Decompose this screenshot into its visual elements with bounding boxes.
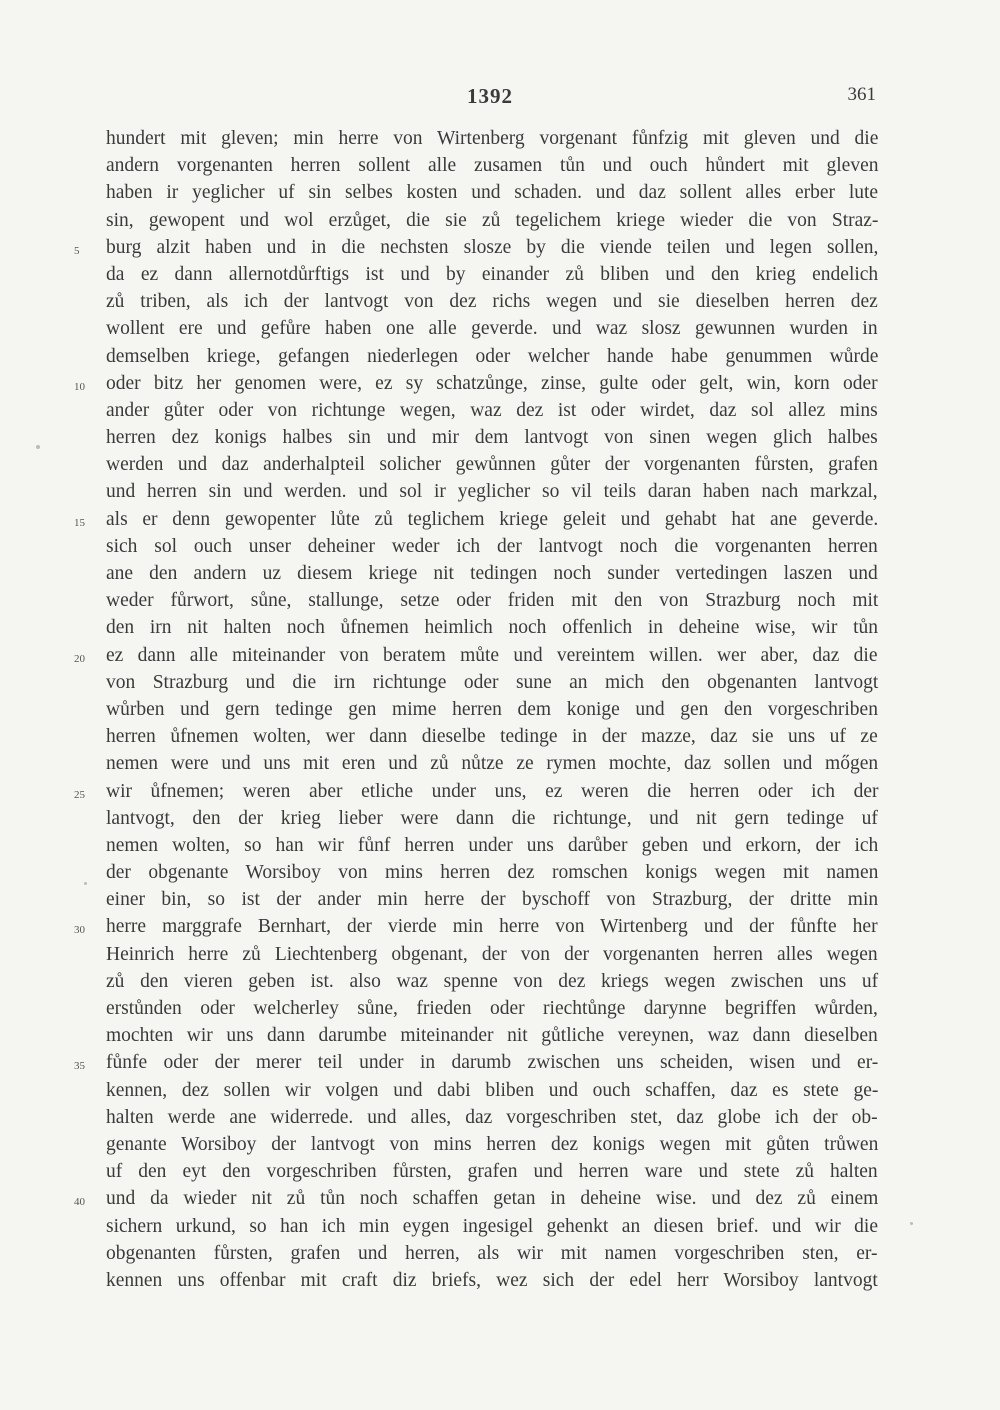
line-number: 35	[74, 1060, 85, 1073]
line-text: kennen, dez sollen wir volgen und dabi bliben und ouch schaffen, daz es stete ge-	[106, 1079, 879, 1101]
line-text: genante Worsiboy der lantvogt von mins herren dez konigs wegen mit gůten trůwen	[106, 1133, 879, 1155]
year-heading: 1392	[467, 84, 513, 108]
line-text: hundert mit gleven; min herre von Wirtenberg vorgenant fůnfzig mit gleven und die	[106, 128, 879, 149]
line-text: halten werde ane widerrede. und alles, daz vorgeschriben stet, daz globe ich der ob-	[106, 1106, 878, 1128]
line-text: ez dann alle miteinander von beratem můte und vereintem willen. wer aber, daz die	[106, 644, 878, 666]
line-text: den irn nit halten noch ůfnemen heimlich noch offenlich in deheine wise, wir tůn	[106, 617, 879, 639]
line-text: obgenanten fůrsten, grafen und herren, als wir mit namen vorgeschriben sten, er-	[106, 1242, 878, 1264]
text-line	[0, 451, 1000, 478]
text-line	[0, 941, 1000, 968]
text-line	[0, 397, 1000, 424]
line-text: und da wieder nit zů tůn noch schaffen getan in deheine wise. und dez zů einem	[106, 1188, 879, 1210]
text-line	[0, 478, 1000, 505]
line-text: wollent ere und gefůre haben one alle geverde. und waz slosz gewunnen wurden in	[106, 318, 878, 340]
line-text: werden und daz anderhalpteil solicher gewůnnen gůter der vorgenanten fůrsten, grafen	[106, 454, 878, 476]
line-text: nemen wolten, so han wir fůnf herren under uns darůber geben und erkorn, der ich	[106, 834, 879, 856]
text-line	[0, 696, 1000, 723]
line-number: 40	[74, 1196, 85, 1209]
line-text: ander gůter oder von richtunge wegen, waz dez ist oder wirdet, daz sol allez mins	[106, 399, 878, 421]
line-number: 30	[74, 924, 85, 937]
line-text: ane den andern uz diesem kriege nit tedingen noch sunder vertedingen laszen und	[106, 563, 878, 584]
text-line	[0, 968, 1000, 995]
text-line	[0, 750, 1000, 777]
line-text: weder fůrwort, sůne, stallunge, setze oder friden mit den von Strazburg noch mit	[106, 590, 879, 612]
line-text: haben ir yeglicher uf sin selbes kosten und schaden. und daz sollent alles erber lute	[106, 182, 879, 204]
text-line	[0, 179, 1000, 206]
text-line	[0, 234, 1000, 261]
line-text: kennen uns offenbar mit craft diz briefs, wez sich der edel herr Worsiboy lantvogt	[106, 1269, 878, 1291]
text-line	[0, 343, 1000, 370]
line-text: einer bin, so ist der ander min herre der byschoff von Strazburg, der dritte min	[106, 889, 879, 911]
line-text: und herren sin und werden. und sol ir yeglicher so vil teils daran haben nach markzal,	[106, 481, 878, 503]
line-number: 20	[74, 652, 85, 665]
line-text: burg alzit haben und in die nechsten slosze by die viende teilen und legen sollen,	[106, 236, 879, 258]
line-text: herre marggrafe Bernhart, der vierde min herre von Wirtenberg und der fůnfte her	[106, 916, 878, 938]
text-line	[0, 859, 1000, 886]
line-text: Heinrich herre zů Liechtenberg obgenant, der von der vorgenanten herren alles wegen	[106, 943, 878, 965]
paper-speck	[36, 445, 40, 449]
line-text: zů den vieren geben ist. also waz spenne von dez kriegs wegen zwischen uns uf	[106, 970, 879, 992]
line-number: 15	[74, 516, 85, 529]
line-text: erstůnden oder welcherley sůne, frieden oder riechtůnge darynne begriffen wůrden,	[106, 998, 878, 1019]
page-number: 361	[847, 84, 876, 105]
text-line	[0, 832, 1000, 859]
text-line	[0, 370, 1000, 397]
line-number: 25	[74, 788, 85, 801]
text-line	[0, 1240, 1000, 1267]
paper-speck	[84, 882, 87, 885]
text-line	[0, 913, 1000, 940]
text-line	[0, 424, 1000, 451]
text-line	[0, 1185, 1000, 1212]
text-line	[0, 723, 1000, 750]
page-header	[0, 84, 1000, 114]
text-line	[0, 1267, 1000, 1294]
line-text: sich sol ouch unser deheiner weder ich der lantvogt noch die vorgenanten herren	[106, 535, 878, 557]
line-number: 5	[74, 244, 80, 257]
text-line	[0, 288, 1000, 315]
line-text: andern vorgenanten herren sollent alle zusamen tůn und ouch hůndert mit gleven	[106, 155, 879, 177]
text-line	[0, 315, 1000, 342]
text-line	[0, 506, 1000, 533]
paper-speck	[910, 1222, 913, 1225]
text-line	[0, 614, 1000, 641]
text-line	[0, 805, 1000, 832]
line-text: sin, gewopent und wol erzůget, die sie zů tegelichem kriege wieder die von Straz-	[106, 209, 879, 231]
text-line	[0, 533, 1000, 560]
text-line	[0, 1104, 1000, 1131]
line-number: 10	[74, 380, 85, 393]
text-line	[0, 995, 1000, 1022]
line-text: fůnfe oder der merer teil under in darumb zwischen uns scheiden, wisen und er-	[106, 1052, 879, 1074]
text-line	[0, 886, 1000, 913]
line-text: sichern urkund, so han ich min eygen ingesigel gehenkt an diesen brief. und wir die	[106, 1215, 878, 1237]
line-text: zů triben, als ich der lantvogt von dez richs wegen und sie dieselben herren dez	[106, 291, 878, 313]
line-text: uf den eyt den vorgeschriben fůrsten, grafen und herren ware und stete zů halten	[106, 1161, 878, 1183]
text-line	[0, 125, 1000, 152]
text-line	[0, 778, 1000, 805]
line-text: wůrben und gern tedinge gen mime herren dem konige und gen den vorgeschriben	[106, 698, 878, 720]
line-text: der obgenante Worsiboy von mins herren dez romschen konigs wegen mit namen	[106, 862, 879, 884]
text-line	[0, 261, 1000, 288]
text-line	[0, 1022, 1000, 1049]
line-text: herren ůfnemen wolten, wer dann dieselbe tedinge in der mazze, daz sie uns uf ze	[106, 726, 878, 748]
text-line	[0, 1213, 1000, 1240]
line-text: nemen were und uns mit eren und zů nůtze ze rymen mochte, daz sollen und mőgen	[106, 753, 879, 775]
line-text: demselben kriege, gefangen niederlegen oder welcher hande habe genummen wůrde	[106, 345, 879, 367]
text-line	[0, 1049, 1000, 1076]
line-text: als er denn gewopenter lůte zů teglichem kriege geleit und gehabt hat ane geverde.	[106, 508, 879, 530]
document-body	[0, 125, 1000, 1294]
text-line	[0, 669, 1000, 696]
line-text: da ez dann allernotdůrftigs ist und by einander zů bliben und den krieg endelich	[106, 263, 879, 285]
line-text: von Strazburg und die irn richtunge oder sune an mich den obgenanten lantvogt	[106, 671, 879, 693]
text-line	[0, 1158, 1000, 1185]
line-text: lantvogt, den der krieg lieber were dann die richtunge, und nit gern tedinge uf	[106, 807, 878, 829]
text-line	[0, 642, 1000, 669]
text-line	[0, 1131, 1000, 1158]
line-text: mochten wir uns dann darumbe miteinander nit gůtliche vereynen, waz dann dieselben	[106, 1025, 878, 1047]
text-line	[0, 207, 1000, 234]
text-line	[0, 560, 1000, 587]
text-line	[0, 152, 1000, 179]
text-line	[0, 587, 1000, 614]
line-text: wir ůfnemen; weren aber etliche under uns, ez weren die herren oder ich der	[106, 780, 879, 802]
line-text: herren dez konigs halbes sin und mir dem lantvogt von sinen wegen glich halbes	[106, 427, 878, 449]
line-text: oder bitz her genomen were, ez sy schatzůnge, zinse, gulte oder gelt, win, korn oder	[106, 372, 878, 394]
text-line	[0, 1077, 1000, 1104]
